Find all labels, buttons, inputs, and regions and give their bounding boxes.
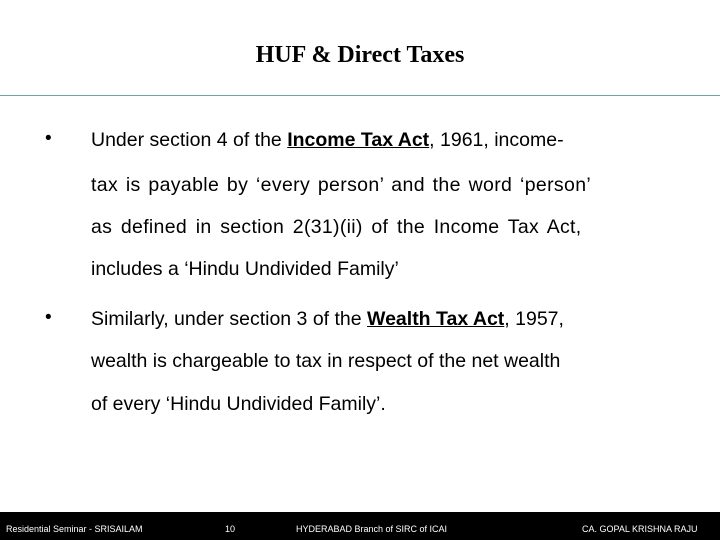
- slide-footer: [0, 512, 720, 540]
- bullet-1-line-2: tax is payable by ‘every person’ and the word ‘person’: [91, 174, 592, 196]
- bullet-2-line-1-pre: Similarly, under section 3 of the: [91, 308, 368, 330]
- slide-header: [0, 0, 720, 96]
- bullet-1-line-1-post: , 1961, income-: [429, 129, 564, 151]
- wealth-tax-act-link: Wealth Tax Act: [367, 308, 505, 330]
- bullet-1-line-1-pre: Under section 4 of the: [91, 129, 288, 151]
- bullet-marker-1: •: [45, 128, 52, 149]
- bullet-2-line-3: of every ‘Hindu Undivided Family’.: [91, 393, 386, 415]
- bullet-2-line-1-post: , 1957,: [504, 308, 564, 330]
- bullet-2-line-2: wealth is chargeable to tax in respect of the net wealth: [91, 350, 561, 372]
- bullet-2-line-1: [91, 308, 564, 331]
- slide-title: HUF & Direct Taxes: [255, 42, 465, 68]
- footer-seminar: Residential Seminar - SRISAILAM: [6, 524, 143, 534]
- title-divider: [0, 95, 720, 96]
- bullet-marker-2: •: [45, 307, 52, 328]
- bullet-1-line-3: as defined in section 2(31)(ii) of the Income Tax Act,: [91, 216, 582, 238]
- bullet-1-line-1: [91, 129, 564, 152]
- footer-page-number: 10: [225, 524, 236, 534]
- footer-author: CA. GOPAL KRISHNA RAJU: [582, 524, 698, 534]
- income-tax-act-link: Income Tax Act: [287, 129, 430, 151]
- bullet-1-line-4: includes a ‘Hindu Undivided Family’: [91, 258, 399, 280]
- footer-branch: HYDERABAD Branch of SIRC of ICAI: [296, 524, 448, 534]
